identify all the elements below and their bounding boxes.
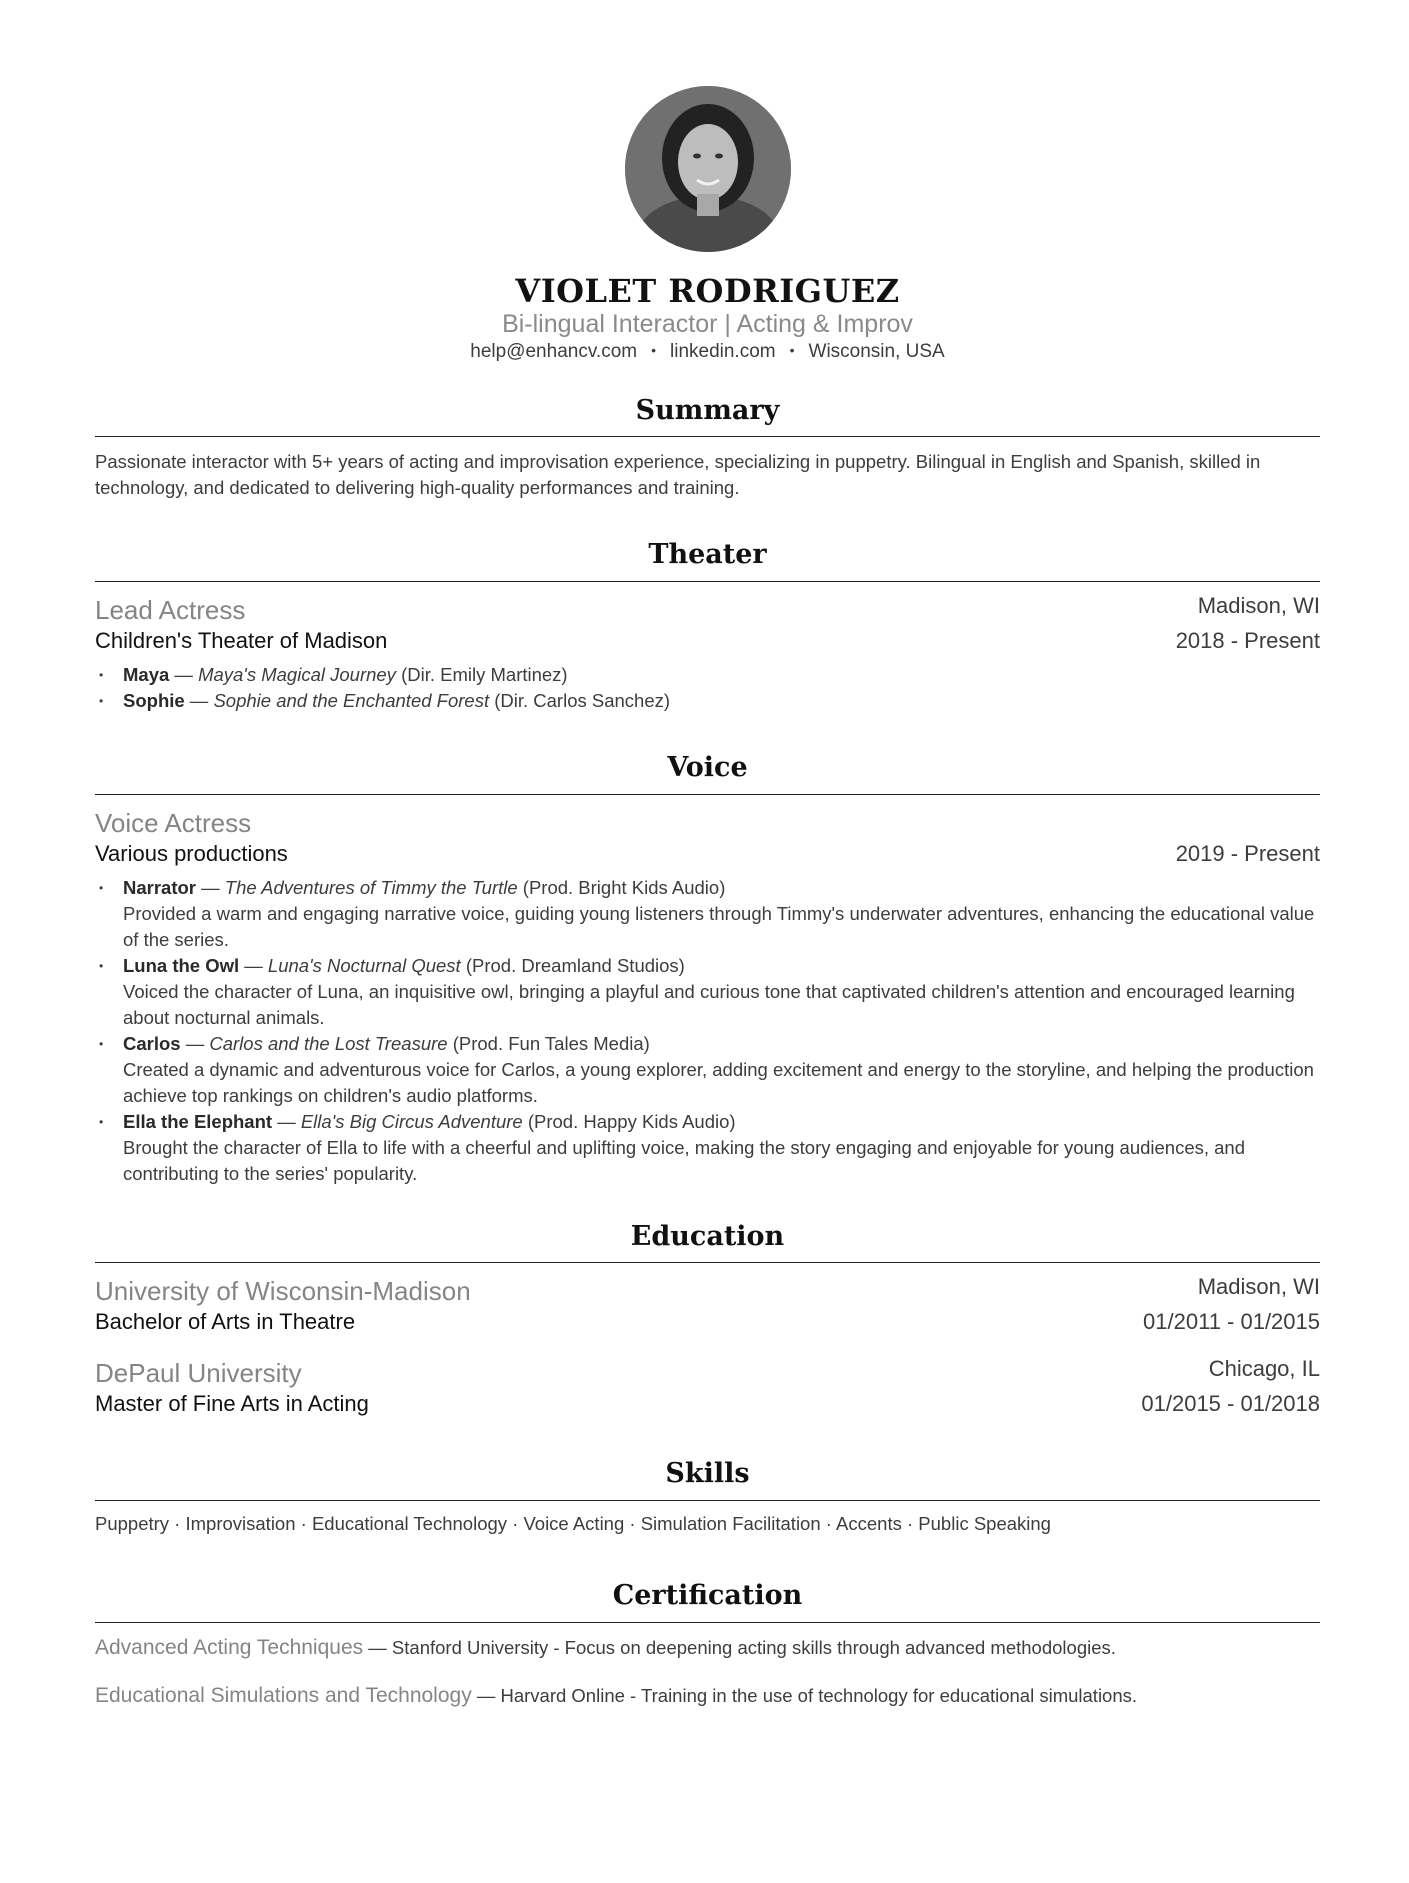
summary-heading: Summary (635, 395, 780, 426)
list-item: • Luna the Owl — Luna's Nocturnal Quest (Prod. Dreamland Studios) Voiced the character of Luna, an inquisitive owl, bringing a playful and curious tone that captivated children's attention and encouraged learning about nocturnal animals. (99, 955, 1295, 1028)
skills-list: Puppetry · Improvisation · Educational Technology · Voice Acting · Simulation Facilitation · Accents · Public Speaking (95, 1513, 1051, 1534)
bullet-icon: • (99, 959, 104, 973)
voice-role: Voice Actress (95, 808, 252, 838)
summary-text: Passionate interactor with 5+ years of acting and improvisation experience, specializing in puppetry. Bilingual in English and Spanish, skilled in technology, and dedicated to delivering high-quality performances and training. (95, 451, 1261, 498)
list-item: • Sophie — Sophie and the Enchanted Forest (Dir. Carlos Sanchez) (95, 688, 1320, 714)
certification-heading: Certification (612, 1580, 803, 1611)
voice-heading: Voice (667, 752, 748, 783)
contact-line (95, 341, 1320, 363)
certification-description: Harvard Online - Training in the use of technology for educational simulations. (500, 1685, 1138, 1706)
list-item: • Carlos — Carlos and the Lost Treasure (Prod. Fun Tales Media) Created a dynamic and adventurous voice for Carlos, a young explorer, adding excitement and energy to the storyline, and helping the production achieve top rankings on children's audio platforms. (99, 1033, 1314, 1106)
education-school: University of Wisconsin-Madison (95, 1276, 471, 1306)
education-degree: Bachelor of Arts in Theatre (95, 1309, 356, 1334)
bullet-icon: • (99, 881, 104, 895)
bullet-icon: • (99, 1115, 104, 1129)
section-divider (95, 1622, 1320, 1623)
section-divider (95, 436, 1320, 437)
theater-location: Madison, WI (1197, 593, 1320, 618)
certification-title: Educational Simulations and Technology (95, 1684, 472, 1707)
theater-role: Lead Actress (95, 595, 246, 625)
section-divider (95, 1262, 1320, 1263)
theater-roles-list (95, 662, 1320, 714)
skills-heading: Skills (665, 1458, 750, 1489)
theater-organization: Children's Theater of Madison (95, 628, 388, 653)
theater-heading: Theater (648, 539, 767, 570)
list-item: • Narrator — The Adventures of Timmy the Turtle (Prod. Bright Kids Audio) Provided a warm and engaging narrative voice, guiding young listeners through Timmy's underwater adventures, enhancing the educational value of the series. (99, 877, 1315, 950)
bullet-icon: • (99, 668, 104, 682)
contact-separator: • (789, 342, 795, 358)
theater-dates: 2018 - Present (1175, 628, 1320, 653)
voice-dates: 2019 - Present (1175, 841, 1320, 866)
section-divider (95, 581, 1320, 582)
section-divider (95, 794, 1320, 795)
bullet-icon: • (99, 694, 104, 708)
education-degree: Master of Fine Arts in Acting (95, 1391, 369, 1416)
profile-photo (625, 86, 791, 252)
education-heading: Education (630, 1221, 785, 1252)
candidate-name: VIOLET RODRIGUEZ (515, 272, 900, 310)
voice-organization: Various productions (95, 841, 288, 866)
linkedin-link[interactable]: linkedin.com (670, 341, 776, 362)
education-dates: 01/2015 - 01/2018 (1141, 1391, 1320, 1416)
education-school: DePaul University (95, 1358, 302, 1388)
contact-separator: • (651, 342, 656, 358)
list-item: • Maya — Maya's Magical Journey (Dir. Emily Martinez) (95, 662, 1320, 688)
certification-item: Educational Simulations and Technology — Harvard Online - Training in the use of technology for educational simulations. (95, 1684, 1138, 1707)
education-dates: 01/2011 - 01/2015 (1143, 1309, 1320, 1334)
section-divider (95, 1500, 1320, 1501)
certification-title: Advanced Acting Techniques (95, 1636, 364, 1659)
candidate-title: Bi-lingual Interactor | Acting & Improv (502, 310, 913, 338)
education-location: Chicago, IL (1208, 1356, 1320, 1381)
certification-description: Stanford University - Focus on deepening acting skills through advanced methodologies. (391, 1637, 1116, 1658)
list-item: • Ella the Elephant — Ella's Big Circus Adventure (Prod. Happy Kids Audio) Brought the character of Ella to life with a cheerful and uplifting voice, making the story engaging and enjoyable for young audiences, and contributing to the series' popularity. (99, 1111, 1246, 1184)
education-location: Madison, WI (1197, 1274, 1320, 1299)
certification-item: Advanced Acting Techniques — Stanford University - Focus on deepening acting skills through advanced methodologies. (95, 1636, 1116, 1659)
email-link[interactable]: help@enhancv.com (470, 341, 638, 362)
voice-roles-list (95, 875, 1320, 1187)
bullet-icon: • (99, 1037, 104, 1051)
location-text: Wisconsin, USA (808, 341, 945, 362)
